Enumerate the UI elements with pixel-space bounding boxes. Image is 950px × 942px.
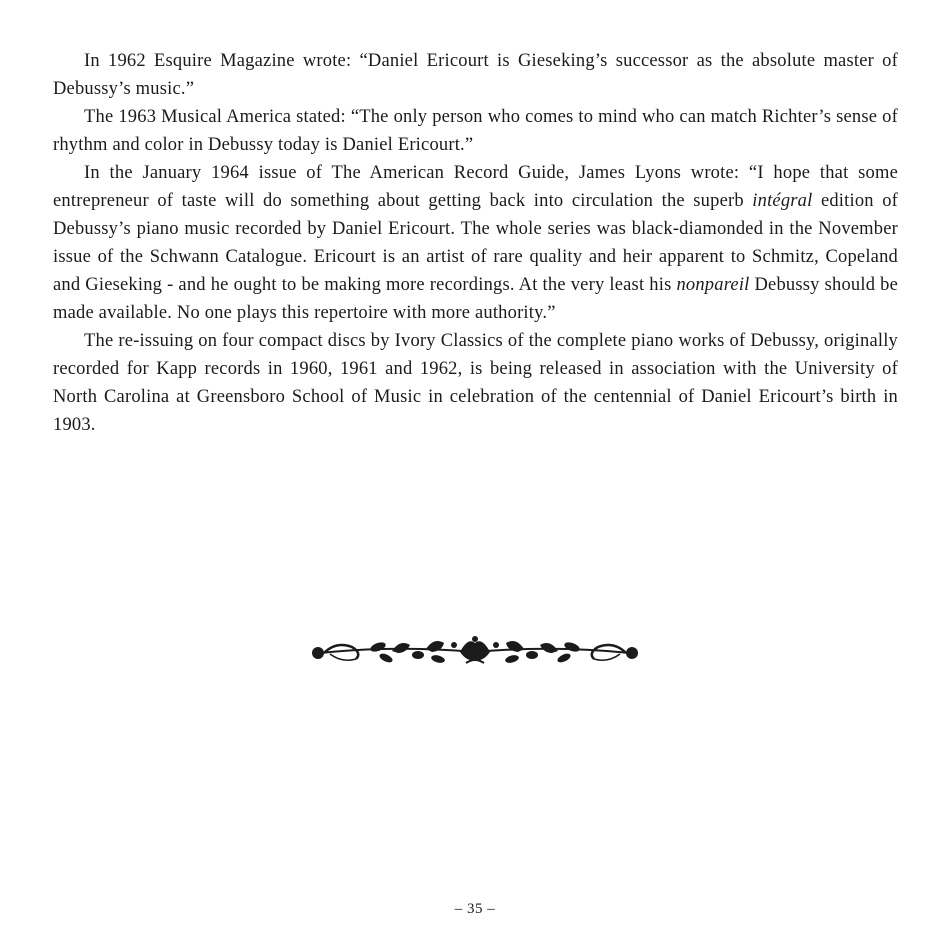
record-guide-italic-integral: intégral [752,191,813,211]
record-guide-text-1: In the January 1964 issue of The American Record Guide, James Lyons wrote: “I hope that some entrepreneur of taste will do something about getting back into circulation the superb [53,163,898,211]
record-guide-italic-nonpareil: nonpareil [676,275,750,295]
record-guide-text-3: Debussy should be made available. No one plays this repertoire with more authority.” [53,275,898,323]
record-guide-text-2: edition of Debussy’s piano music recorded by Daniel Ericourt. The whole series was black-diamonded in the November issue of the Schwann Catalogue. Ericourt is an artist of rare quality and heir apparent to Schmitz, Copeland and Gieseking - and he ought to be making more recordings. At the very least his [53,191,899,295]
scroll-ornament-icon [308,633,642,667]
paragraph-record-guide [53,159,898,327]
body-text [53,47,898,439]
paragraph-musical-america: The 1963 Musical America stated: “The only person who comes to mind who can match Richter’s sense of rhythm and color in Debussy today is Daniel Ericourt.” [53,107,898,155]
page-number: – 35 – [454,901,496,917]
paragraph-reissue: The re-issuing on four compact discs by Ivory Classics of the complete piano works of Debussy, originally recorded for Kapp records in 1960, 1961 and 1962, is being released in association with the University of North Carolina at Greensboro School of Music in celebration of the centennial of Daniel Ericourt’s birth in 1903. [53,331,898,435]
paragraph-esquire: In 1962 Esquire Magazine wrote: “Daniel Ericourt is Gieseking’s successor as the absolute master of Debussy’s music.” [53,51,898,99]
